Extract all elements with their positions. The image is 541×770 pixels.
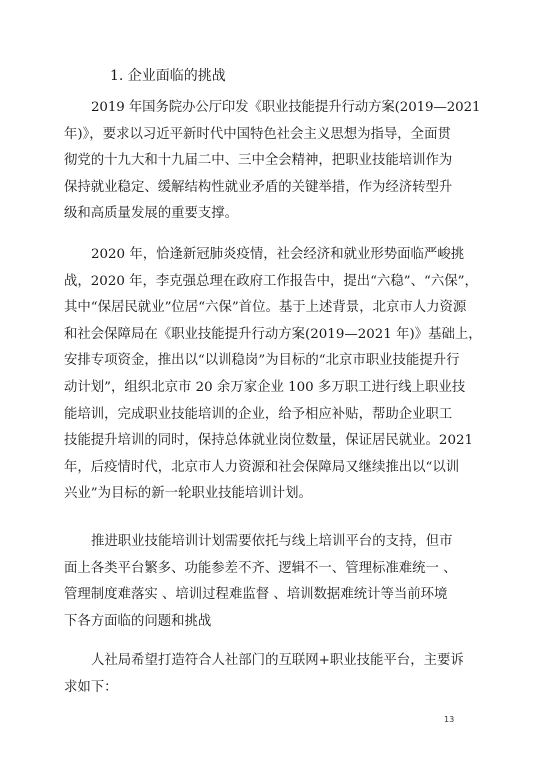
page-number: 13 — [444, 715, 455, 724]
paragraph-line: 人社局希望打造符合人社部门的互联网+职业技能平台，主要诉 — [91, 653, 464, 668]
paragraph-line: 年，后疫情时代，北京市人力资源和社会保障局又继续推出以“以训 — [64, 459, 460, 475]
paragraph-platform-challenges — [64, 529, 482, 635]
paragraph-line: 保持就业稳定、缓解结构性就业矛盾的关键举措，作为经济转型升 — [64, 179, 453, 195]
paragraph-line: 和社会保障局在《职业技能提升行动方案(2019—2021 年)》基础上， — [64, 326, 482, 342]
paragraph-line: 其中“保居民就业”位居“六保”首位。基于上述背景，北京市人力资源 — [64, 300, 467, 316]
paragraph-training-plan — [64, 95, 482, 228]
paragraph-line: 技能提升培训的同时，保持总体就业岗位数量，保证居民就业。2021 — [64, 433, 474, 449]
paragraph-line: 彻党的十九大和十九届二中、三中全会精神，把职业技能培训作为 — [64, 153, 453, 169]
paragraph-line: 战，2020 年，李克强总理在政府工作报告中，提出“六稳”、“六保”， — [64, 273, 478, 289]
paragraph-line: 推进职业技能培训计划需要依托与线上培训平台的支持，但市 — [91, 534, 453, 549]
paragraph-requirements — [64, 648, 482, 701]
paragraph-line: 级和高质量发展的重要支撑。 — [64, 206, 239, 222]
paragraph-covid-background — [64, 242, 482, 508]
paragraph-line: 求如下： — [64, 679, 118, 695]
paragraph-line: 2020 年，恰逢新冠肺炎疫情，社会经济和就业形势面临严峻挑 — [91, 247, 465, 262]
section-heading: 1. 企业面临的挑战 — [110, 68, 226, 84]
paragraph-line: 兴业”为目标的新一轮职业技能培训计划。 — [64, 486, 312, 502]
paragraph-line: 管理制度难落实 、培训过程难监督 、培训数据难统计等当前环境 — [64, 587, 448, 603]
paragraph-line: 面上各类平台繁多、功能参差不齐、逻辑不一、管理标准难统一 、 — [64, 560, 457, 576]
paragraph-line: 能培训，完成职业技能培训的企业，给予相应补贴，帮助企业职工 — [64, 406, 453, 422]
paragraph-line: 年)》，要求以习近平新时代中国特色社会主义思想为指导，全面贯 — [64, 126, 451, 142]
paragraph-line: 2019 年国务院办公厅印发《职业技能提升行动方案(2019—2021 — [91, 100, 481, 115]
paragraph-line: 动计划”，组织北京市 20 余万家企业 100 多万职工进行线上职业技 — [64, 379, 466, 395]
paragraph-line: 安排专项资金，推出以“以训稳岗”为目标的“北京市职业技能提升行 — [64, 353, 460, 369]
paragraph-line: 下各方面临的问题和挑战 — [64, 613, 212, 629]
